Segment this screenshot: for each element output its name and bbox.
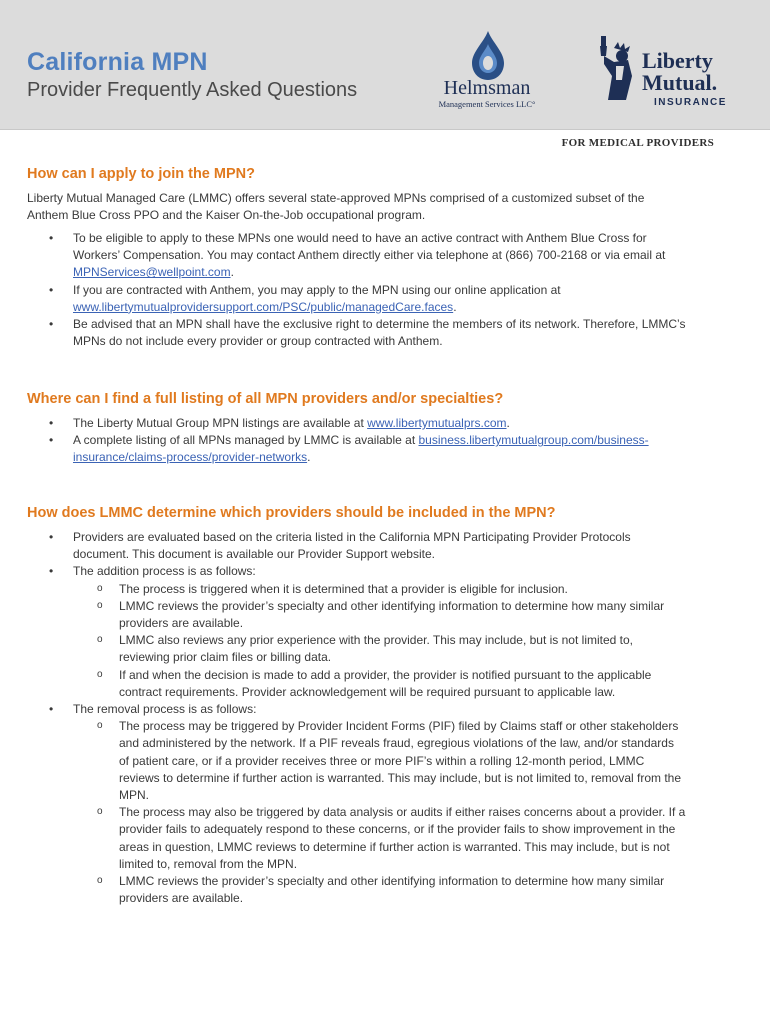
list-item-text: Be advised that an MPN shall have the exclusive right to determine the members of its network. Therefore, LMMC’s MPNs do not include every provider or group contracted with Anthem. xyxy=(73,317,686,349)
sub-list-item: o LMMC reviews the provider’s specialty and other identifying information to determine how many similar providers are available. xyxy=(73,873,687,907)
list-item-text: The removal process is as follows: xyxy=(73,702,257,717)
list-item xyxy=(27,415,687,432)
sub-list-item: o If and when the decision is made to add a provider, the provider is notified pursuant to the applicable contract requirements. Provider acknowledgement will be required pursuant to applicable law. xyxy=(73,667,687,701)
section-heading: How can I apply to join the MPN? xyxy=(27,166,255,182)
document-subtitle: Provider Frequently Asked Questions xyxy=(27,79,358,101)
list-item-text: The addition process is as follows: xyxy=(73,564,256,579)
sub-list xyxy=(73,581,687,701)
header-band xyxy=(0,0,770,130)
list-item-text: The Liberty Mutual Group MPN listings are available at xyxy=(73,416,368,430)
sub-list-item: o LMMC reviews the provider’s specialty and other identifying information to determine how many similar providers are available. xyxy=(73,598,687,632)
audience-tagline: FOR MEDICAL PROVIDERS xyxy=(561,137,714,149)
bullet-list xyxy=(27,230,687,350)
application-link[interactable]: www.libertymutualprovidersupport.com/PSC/public/managedCare.faces xyxy=(73,299,454,314)
listings-link[interactable]: www.libertymutualprs.com xyxy=(367,416,507,430)
sub-list-item: o The process is triggered when it is determined that a provider is eligible for inclusion. xyxy=(73,581,687,598)
section-intro: Liberty Mutual Managed Care (LMMC) offers several state-approved MPNs comprised of a customized subset of the Anthem Blue Cross PPO and the Kaiser On-the-Job occupational program. xyxy=(27,191,645,222)
email-link[interactable]: MPNServices@wellpoint.com xyxy=(73,265,231,280)
sub-list xyxy=(73,718,687,907)
list-item xyxy=(27,529,687,563)
section-heading: Where can I find a full listing of all MPN providers and/or specialties? xyxy=(27,391,504,407)
list-item-text: Providers are evaluated based on the criteria listed in the California MPN Participating Provider Protocols document. This document is available our Provider Support website. xyxy=(73,530,631,562)
list-item xyxy=(27,316,687,350)
liberty-insurance-label: INSURANCE xyxy=(654,97,727,108)
faq-section-determination xyxy=(27,505,687,907)
document-title: California MPN xyxy=(27,48,208,76)
list-item-end: . xyxy=(230,265,234,280)
helmsman-subtitle: Management Services LLC° xyxy=(438,99,536,109)
list-item xyxy=(27,432,687,466)
helmsman-wordmark: Helmsman xyxy=(443,77,531,99)
section-heading: How does LMMC determine which providers should be included in the MPN? xyxy=(27,505,556,521)
liberty-wordmark-line2: Mutual. xyxy=(642,70,718,95)
helmsman-logo xyxy=(434,30,540,110)
sub-list-item: o LMMC also reviews any prior experience with the provider. This may include, but is not limited to, reviewing prior claim files or billing data. xyxy=(73,632,687,666)
sub-list-item: o The process may be triggered by Provider Incident Forms (PIF) filed by Claims staff or other stakeholders and administered by the network. If a PIF reveals fraud, egregious violations of the law, and/or standards of patient care, or if a provider receives three or more PIF’s within a rolling 12-month period, LMMC reviews to determine if further action is warranted. This may include, but is not limited to, removal from the MPN. xyxy=(73,718,687,804)
list-item-end: . xyxy=(506,416,510,430)
helmsman-drop-icon xyxy=(468,30,508,82)
list-item xyxy=(27,563,687,701)
liberty-wordmark-line1: Liberty xyxy=(642,48,713,73)
bullet-list xyxy=(27,415,687,467)
faq-section-apply xyxy=(27,166,687,350)
list-item-end: . xyxy=(453,299,457,314)
sub-list-item: o The process may also be triggered by data analysis or audits if either raises concerns about a provider. If a provider fails to adequately respond to these concerns, or if the provider fails to show improvement in the areas in question, LMMC reviews to determine if further action is warranted. This may include, but is not limited to, removal from the MPN. xyxy=(73,804,687,873)
provider-networks-link[interactable]: business.libertymutualgroup.com/business-insurance/claims-process/provider-networks xyxy=(73,433,649,465)
list-item-text: A complete listing of all MPNs managed by LMMC is available at xyxy=(73,433,419,448)
list-item xyxy=(27,282,687,316)
bullet-list xyxy=(27,529,687,907)
faq-section-listing xyxy=(27,391,687,467)
statue-of-liberty-icon xyxy=(594,36,638,100)
list-item-end: . xyxy=(307,450,311,465)
liberty-mutual-logo xyxy=(594,36,727,112)
list-item xyxy=(27,230,687,282)
list-item-text: If you are contracted with Anthem, you may apply to the MPN using our online application at xyxy=(73,282,561,297)
list-item-text: To be eligible to apply to these MPNs one would need to have an active contract with Anthem Blue Cross for Workers’ Compensation. You may contact Anthem directly either via telephone at (866) 700-2168 or via email at xyxy=(73,231,666,263)
list-item xyxy=(27,701,687,907)
